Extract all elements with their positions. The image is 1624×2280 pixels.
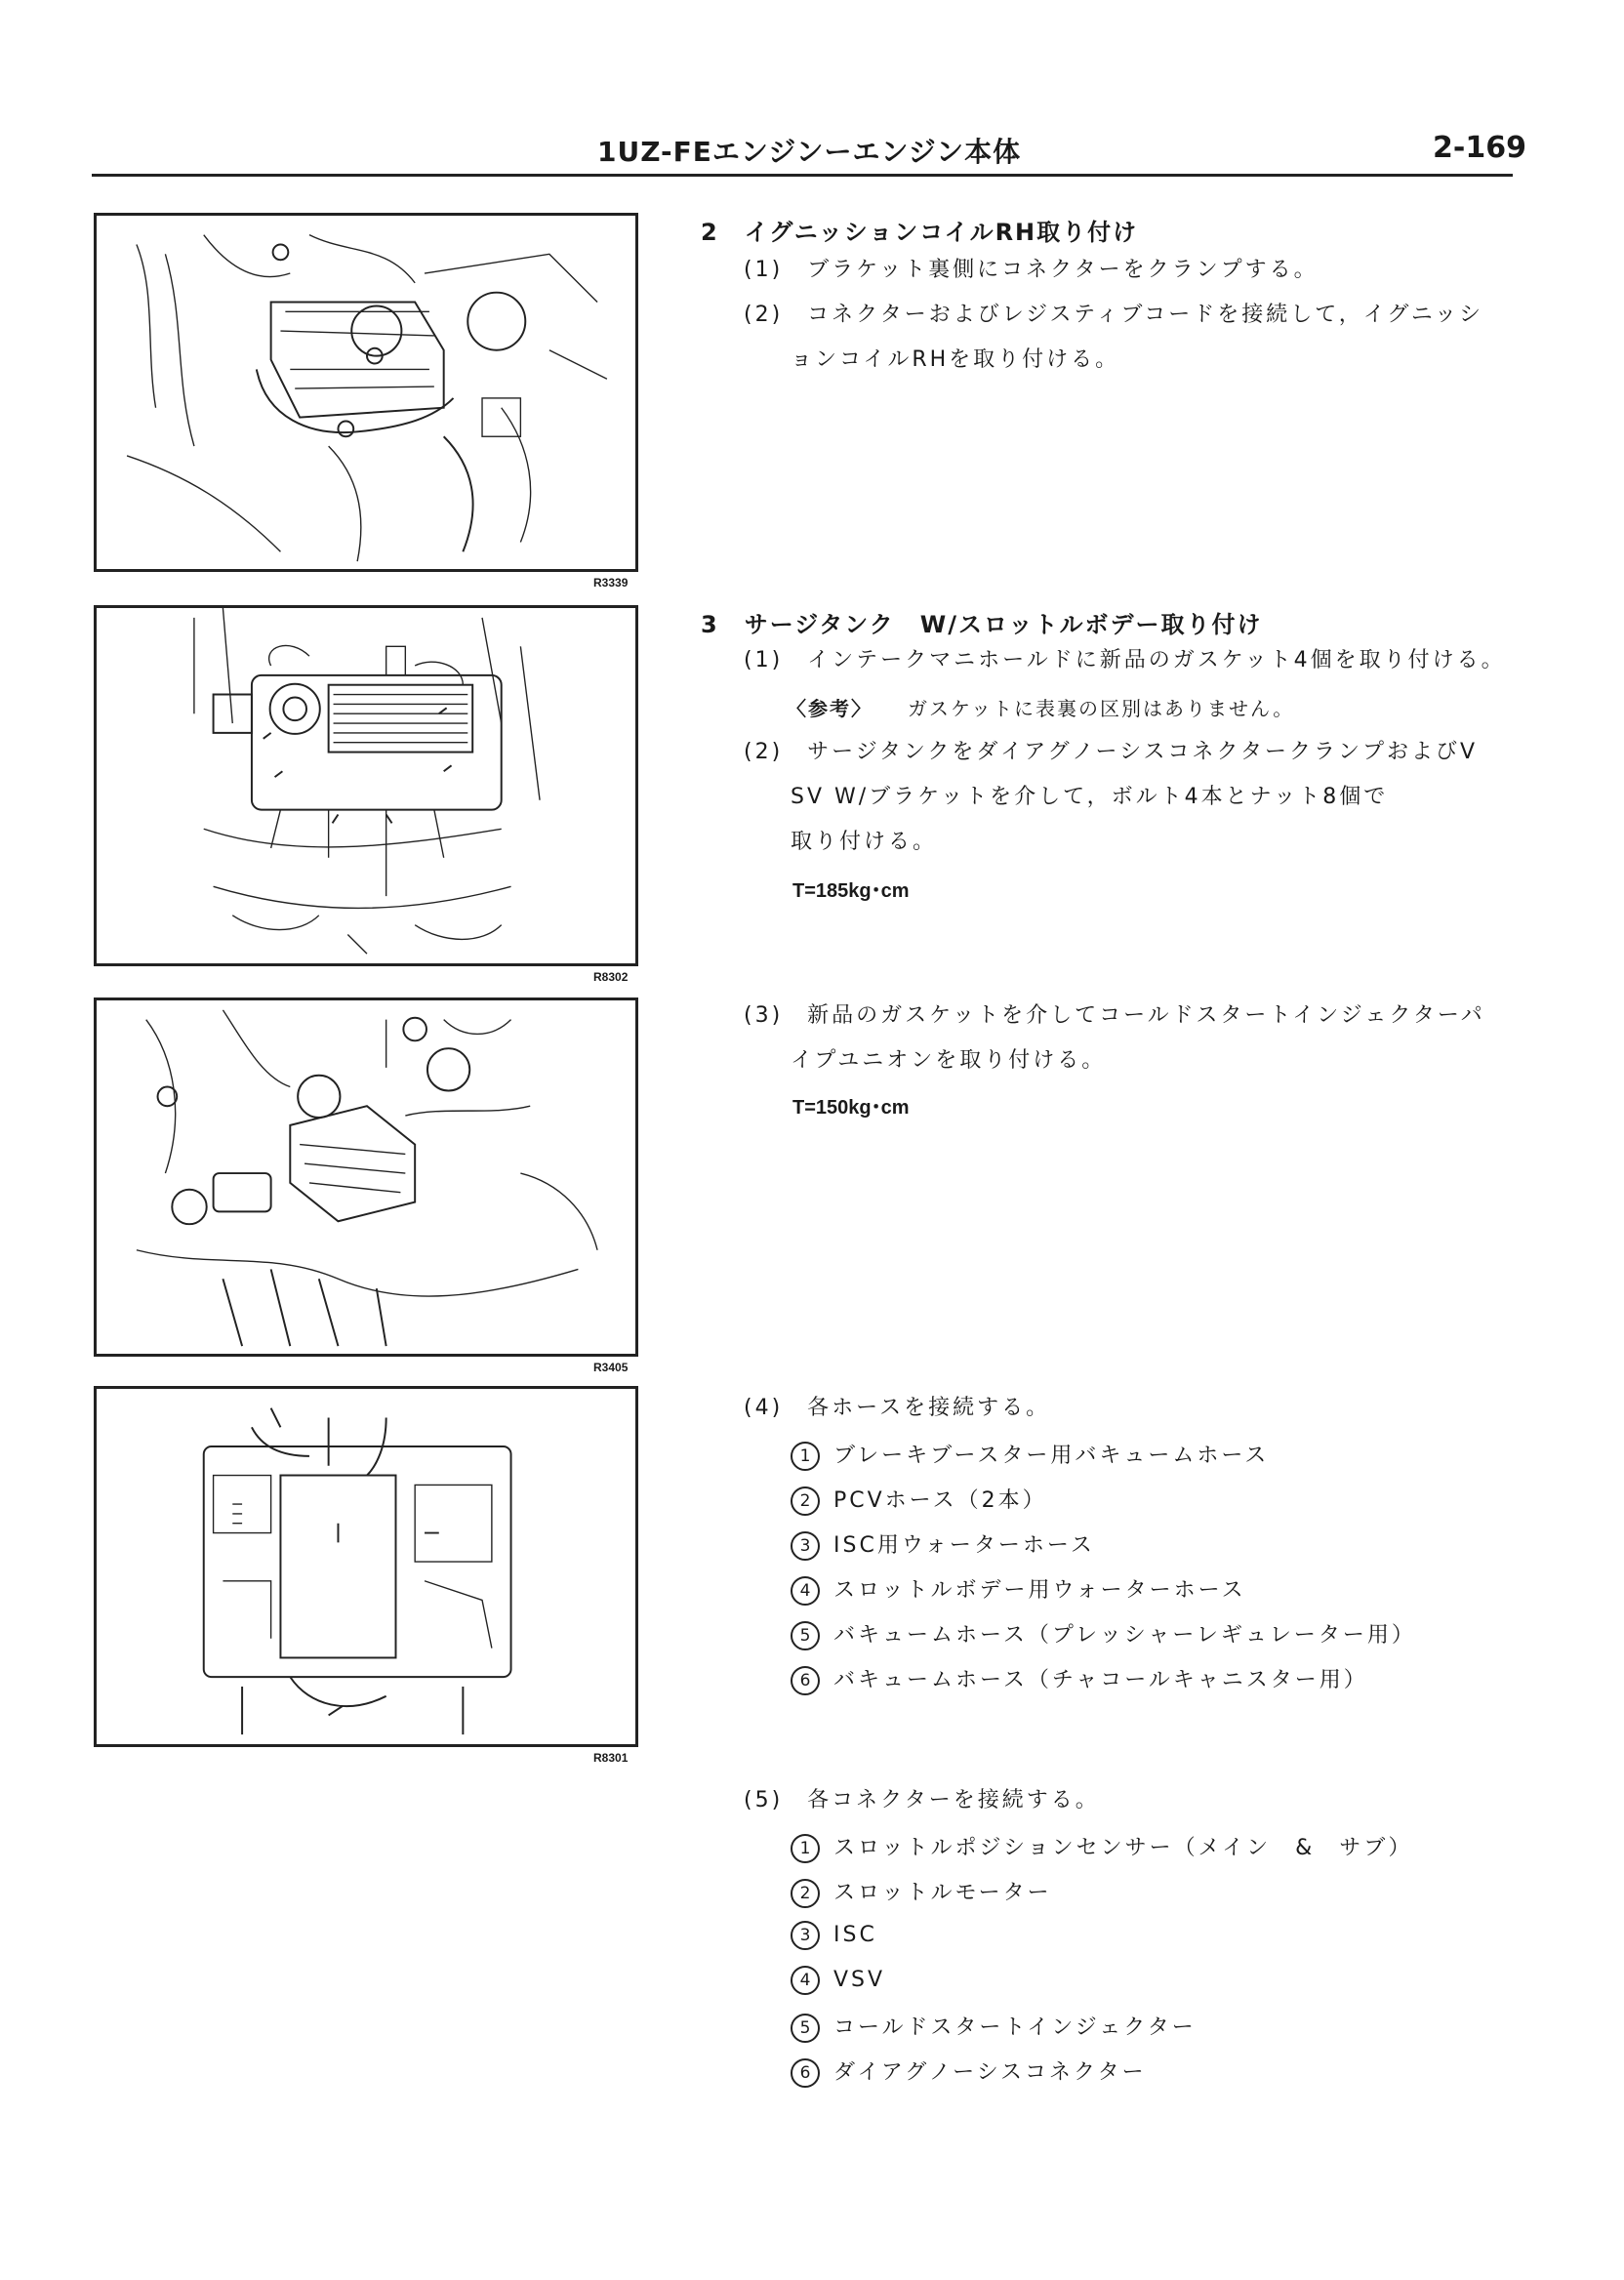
figure-code: R8302 — [593, 970, 629, 984]
hose-text: バキュームホース（プレッシャーレギュレーター用） — [833, 1623, 1416, 1648]
header-rule — [92, 174, 1513, 177]
connector-item — [791, 1876, 1052, 1908]
step3-sub3-line1: (3) 新品のガスケットを介してコールドスタートインジェクターパ — [744, 1003, 1485, 1028]
torque-spec-1: T=185kg･cm — [792, 880, 910, 902]
item-number: 1 — [791, 1834, 820, 1863]
step2-item-2: (2) コネクターおよびレジスティブコードを接続して，イグニッシ — [744, 303, 1484, 327]
item-number: 5 — [791, 1621, 820, 1650]
step3-heading: 3 サージタンク W/スロットルボデー取り付け — [701, 611, 1263, 638]
item-number: 1 — [791, 1442, 820, 1471]
connector-item — [791, 1966, 885, 1995]
connector-text: ダイアグノーシスコネクター — [833, 2060, 1147, 2085]
step2-item-2-cont: ョンコイルRHを取り付ける。 — [791, 347, 1120, 372]
hose-item — [791, 1663, 1368, 1695]
item-number: 3 — [791, 1921, 820, 1950]
step3-sub2-line1: (2) サージタンクをダイアグノーシスコネクタークランプおよびV — [744, 740, 1479, 764]
item-number: 6 — [791, 1666, 820, 1695]
step3-sub2-line2: SV W/ブラケットを介して，ボルト4本とナット8個で — [791, 785, 1389, 809]
page-number: 2-169 — [1433, 131, 1526, 165]
connector-item — [791, 1921, 877, 1950]
hose-text: ブレーキブースター用バキュームホース — [833, 1444, 1270, 1468]
connector-text: ISC — [833, 1923, 877, 1947]
figure-hose-connections — [94, 1386, 638, 1747]
hose-item — [791, 1573, 1246, 1606]
item-number: 5 — [791, 2014, 820, 2043]
step3-sub5-title: (5) 各コネクターを接続する。 — [744, 1788, 1100, 1812]
hose-item — [791, 1439, 1269, 1471]
step3-sub4-title: (4) 各ホースを接続する。 — [744, 1396, 1051, 1420]
ignition-coil-illustration — [97, 216, 635, 569]
connector-item — [791, 2011, 1197, 2043]
connector-text: スロットルモーター — [833, 1881, 1052, 1905]
step3-note-label: 〈参考〉 — [787, 697, 873, 720]
figure-code: R3405 — [593, 1361, 629, 1374]
connector-text: コールドスタートインジェクター — [833, 2015, 1197, 2040]
item-number: 3 — [791, 1531, 820, 1561]
hose-text: PCVホース（2本） — [833, 1488, 1047, 1513]
figure-ignition-coil — [94, 213, 638, 572]
connector-text: スロットルポジションセンサー（メイン & サブ） — [833, 1836, 1413, 1860]
step3-sub2-line3: 取り付ける。 — [791, 830, 938, 854]
step2-item-1: (1) ブラケット裏側にコネクターをクランプする。 — [744, 258, 1319, 282]
hose-item — [791, 1484, 1047, 1516]
item-number: 4 — [791, 1576, 820, 1606]
cold-start-injector-illustration — [97, 1000, 635, 1354]
hose-connections-illustration — [97, 1389, 635, 1744]
step3-sub3-line2: イプユニオンを取り付ける。 — [791, 1048, 1107, 1073]
hose-item — [791, 1618, 1416, 1650]
connector-item — [791, 1831, 1413, 1863]
figure-surge-tank — [94, 605, 638, 966]
connector-text: VSV — [833, 1968, 886, 1992]
surge-tank-illustration — [97, 608, 635, 963]
item-number: 4 — [791, 1966, 820, 1995]
hose-text: ISC用ウォーターホース — [833, 1533, 1095, 1558]
page-header-title: 1UZ-FEエンジンーエンジン本体 — [597, 136, 1022, 168]
torque-spec-2: T=150kg･cm — [792, 1097, 910, 1119]
hose-text: スロットルボデー用ウォーターホース — [833, 1578, 1246, 1603]
item-number: 6 — [791, 2058, 820, 2088]
item-number: 2 — [791, 1879, 820, 1908]
hose-item — [791, 1528, 1095, 1561]
step2-heading: 2 イグニッションコイルRH取り付け — [701, 219, 1139, 246]
figure-code: R3339 — [593, 576, 629, 590]
figure-cold-start-injector — [94, 998, 638, 1357]
item-number: 2 — [791, 1486, 820, 1516]
step3-sub1: (1) インテークマニホールドに新品のガスケット4個を取り付ける。 — [744, 648, 1506, 672]
connector-item — [791, 2056, 1147, 2088]
hose-text: バキュームホース（チャコールキャニスター用） — [833, 1668, 1368, 1692]
figure-code: R8301 — [593, 1751, 629, 1765]
step3-note-text: ガスケットに表裏の区別はありません。 — [908, 697, 1295, 720]
